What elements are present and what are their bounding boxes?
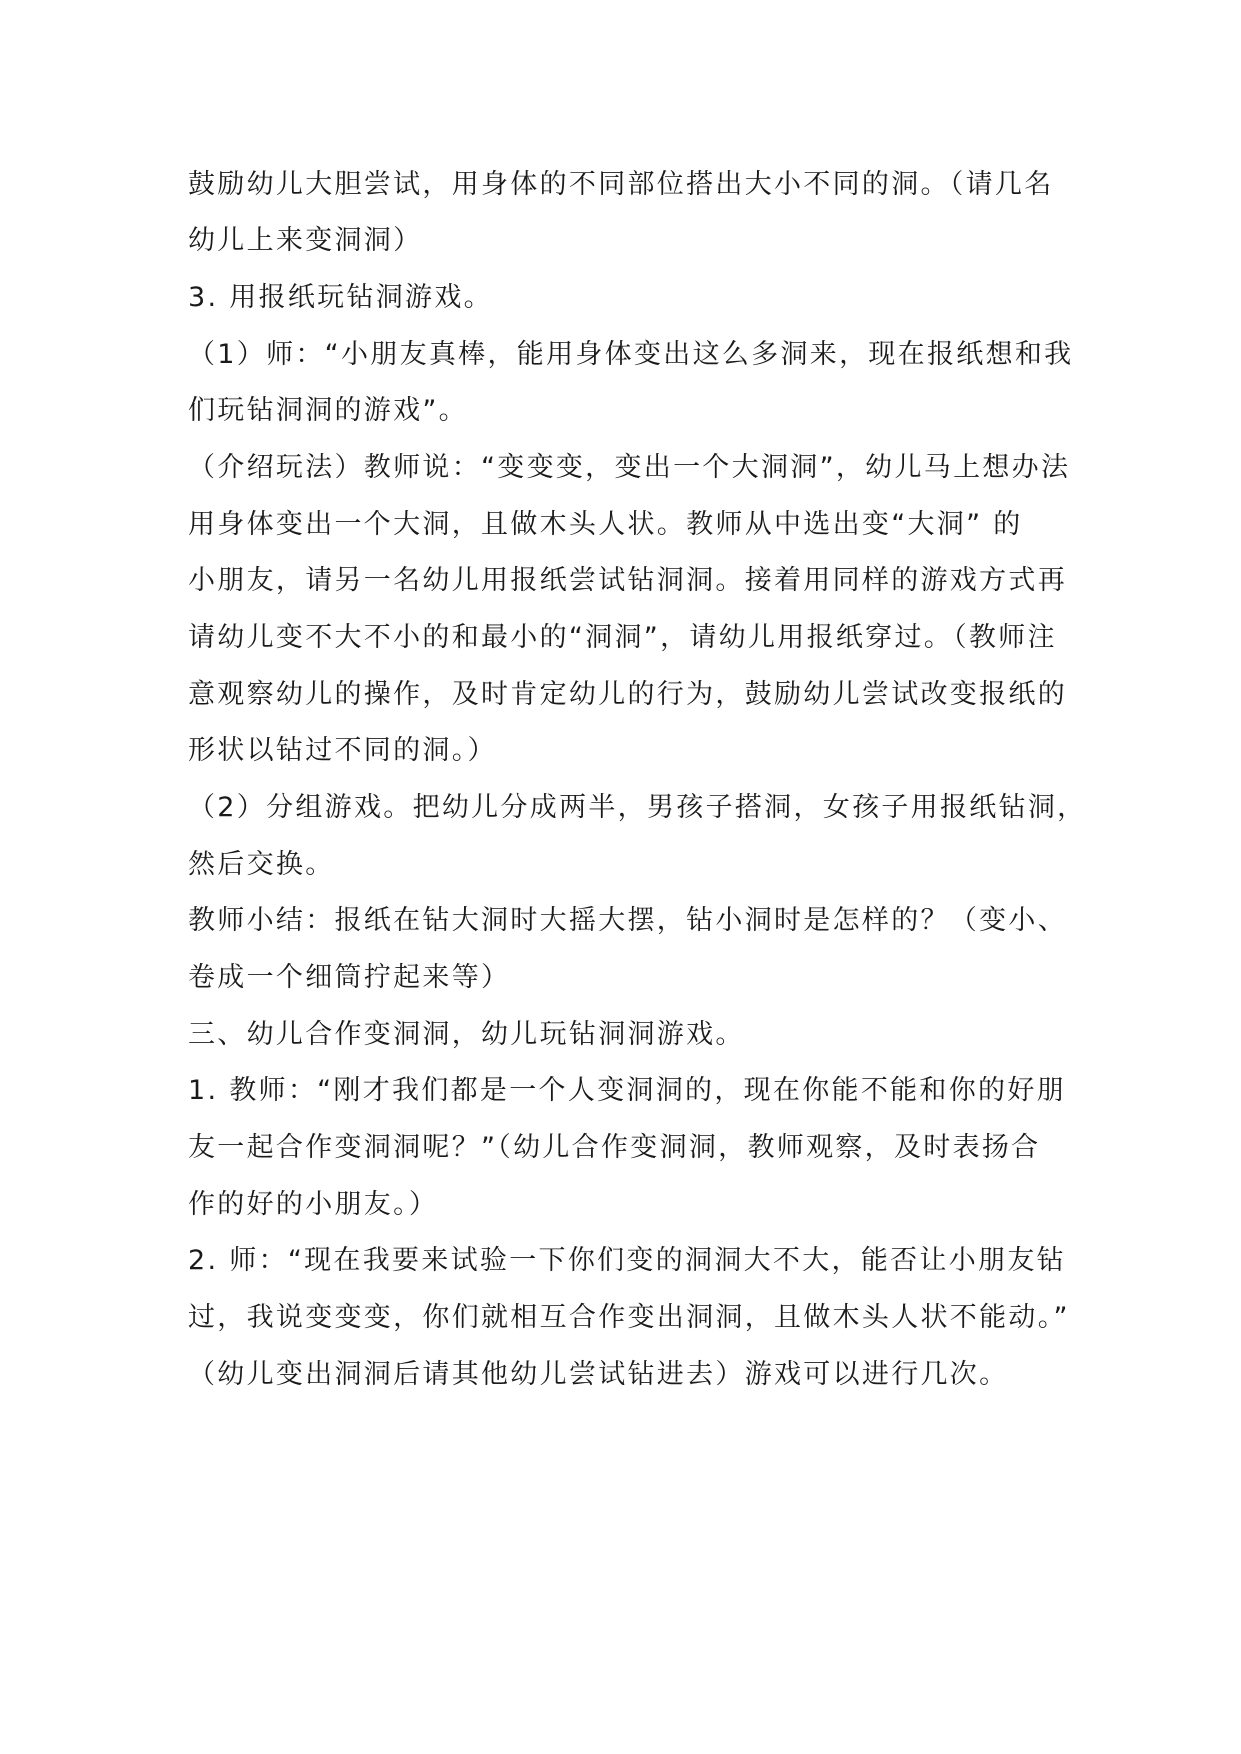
text-line: 鼓励幼儿大胆尝试，用身体的不同部位搭出大小不同的洞。（请几名 xyxy=(188,169,1054,200)
text-line: 作的好的小朋友。） xyxy=(188,1189,439,1220)
text-line: 2. 师：“现在我要来试验一下你们变的洞洞大不大，能否让小朋友钻 xyxy=(188,1245,1066,1276)
text-line: 幼儿上来变洞洞） xyxy=(188,225,423,256)
text-line: 教师小结：报纸在钻大洞时大摇大摆，钻小洞时是怎样的？（变小、 xyxy=(188,905,1067,936)
text-line: （2）分组游戏。把幼儿分成两半，男孩子搭洞，女孩子用报纸钻洞， xyxy=(188,792,1087,823)
text-line: （1）师：“小朋友真棒，能用身体变出这么多洞来，现在报纸想和我 xyxy=(188,339,1074,370)
text-line: 1. 教师：“刚才我们都是一个人变洞洞的，现在你能不能和你的好朋 xyxy=(188,1075,1066,1106)
text-line: 形状以钻过不同的洞。） xyxy=(188,735,497,766)
text-line: 请幼儿变不大不小的和最小的“洞洞”，请幼儿用报纸穿过。（教师注 xyxy=(188,622,1057,653)
text-line: 三、幼儿合作变洞洞，幼儿玩钻洞洞游戏。 xyxy=(188,1019,745,1050)
text-line: 用身体变出一个大洞，且做木头人状。教师从中选出变“大洞” 的 xyxy=(188,509,1023,540)
text-line: （介绍玩法）教师说：“变变变，变出一个大洞洞”，幼儿马上想办法 xyxy=(188,452,1071,483)
text-line: 过，我说变变变，你们就相互合作变出洞洞，且做木头人状不能动。” xyxy=(188,1302,1070,1333)
text-line: 意观察幼儿的操作，及时肯定幼儿的行为，鼓励幼儿尝试改变报纸的 xyxy=(188,679,1067,710)
text-line: 友一起合作变洞洞呢？”（幼儿合作变洞洞，教师观察，及时表扬合 xyxy=(188,1132,1041,1163)
text-line: 小朋友，请另一名幼儿用报纸尝试钻洞洞。接着用同样的游戏方式再 xyxy=(188,565,1067,596)
text-line: 3. 用报纸玩钻洞游戏。 xyxy=(188,282,493,313)
text-line: 然后交换。 xyxy=(188,849,335,880)
text-line: 卷成一个细筒拧起来等） xyxy=(188,962,511,993)
text-line: （幼儿变出洞洞后请其他幼儿尝试钻进去）游戏可以进行几次。 xyxy=(188,1359,1009,1390)
text-line: 们玩钻洞洞的游戏”。 xyxy=(188,395,468,426)
